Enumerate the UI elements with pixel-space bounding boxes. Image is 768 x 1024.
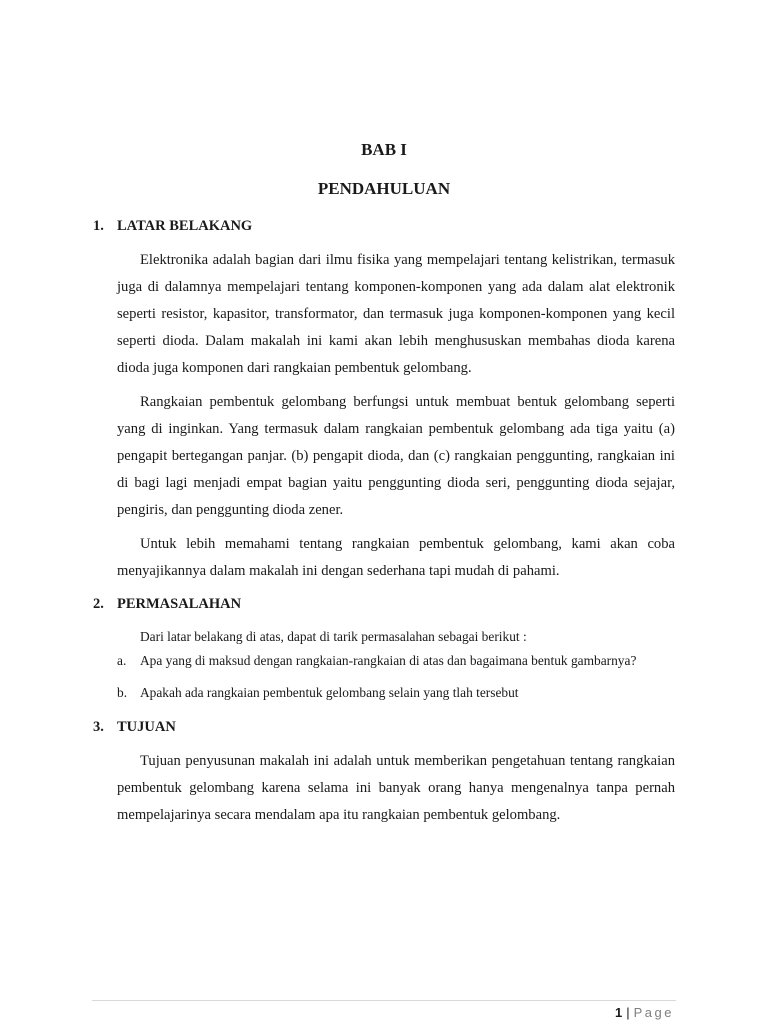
list-item-text: Apakah ada rangkaian pembentuk gelombang selain yang tlah tersebut — [140, 685, 519, 700]
section-heading-permasalahan — [93, 596, 241, 613]
section-heading-tujuan — [93, 719, 176, 736]
section-intro: Dari latar belakang di atas, dapat di tarik permasalahan sebagai berikut : — [140, 629, 527, 644]
section-heading-latar-belakang — [93, 218, 252, 235]
list-marker: b. — [117, 685, 128, 700]
chapter-heading: BAB I — [361, 140, 407, 159]
section-title: TUJUAN — [117, 719, 176, 735]
section-title: LATAR BELAKANG — [117, 218, 253, 234]
list-item-text: Apa yang di maksud dengan rangkaian-rangkaian di atas dan bagaimana bentuk gambarnya? — [140, 653, 637, 668]
page-footer — [615, 1005, 674, 1020]
section-title: PERMASALAHAN — [117, 596, 242, 612]
footer-separator: | — [626, 1005, 630, 1020]
paragraph: Rangkaian pembentuk gelombang berfungsi untuk membuat bentuk gelombang seperti yang di inginkan. Yang termasuk dalam rangkaian pembentuk gelombang ada tiga yaitu (a) pengapit bertegangan panjar. (b) pengapit dioda, dan (c) rangkaian penggunting, rangkaian ini di bagi lagi menjadi empat bagian yaitu penggunting dioda seri, penggunting dioda sejajar, pengiris, dan penggunting dioda zener. — [117, 394, 675, 518]
list-item — [117, 653, 636, 669]
footer-divider — [92, 1000, 676, 1001]
section-number: 2. — [93, 596, 104, 612]
page-number: 1 — [615, 1005, 623, 1020]
paragraph: Untuk lebih memahami tentang rangkaian pembentuk gelombang, kami akan coba menyajikannya dalam makalah ini dengan sederhana tapi mudah di pahami. — [117, 536, 675, 579]
document-title: PENDAHULUAN — [317, 179, 451, 198]
page-label: Page — [633, 1005, 674, 1020]
section-number: 3. — [93, 719, 104, 735]
paragraph: Elektronika adalah bagian dari ilmu fisika yang mempelajari tentang kelistrikan, termasuk juga di dalamnya mempelajari tentang komponen-komponen yang ada dalam alat elektronik seperti resistor, kapasitor, transformator, dan termasuk juga komponen-komponen yang kecil seperti dioda. Dalam makalah ini kami akan lebih menghususkan membahas dioda karena dioda juga komponen dari rangkaian pembentuk gelombang. — [117, 252, 675, 376]
list-marker: a. — [117, 653, 127, 668]
list-item — [117, 685, 519, 701]
section-number: 1. — [93, 218, 104, 234]
paragraph: Tujuan penyusunan makalah ini adalah untuk memberikan pengetahuan tentang rangkaian pembentuk gelombang karena selama ini banyak orang hanya mengenalnya tanpa pernah mempelajarinya secara mendalam apa itu rangkaian pembentuk gelombang. — [117, 753, 675, 823]
